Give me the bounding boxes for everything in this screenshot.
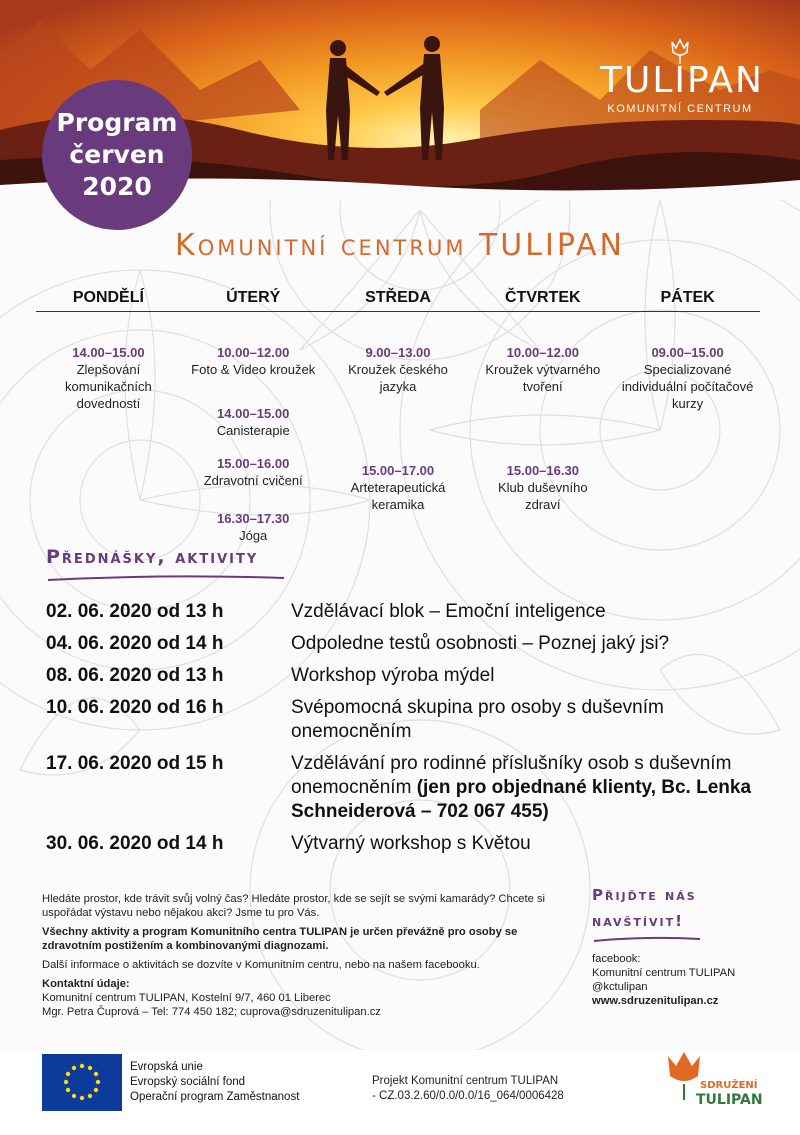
project-line-2: - CZ.03.2.60/0.0/0.0/16_064/0006428 [372, 1090, 564, 1102]
sdruzeni-label: SDRUŽENÍ [700, 1080, 758, 1091]
contact-title: Kontaktní údaje: [42, 978, 130, 990]
lecture-date: 04. 06. 2020 od 14 h [46, 633, 224, 654]
activity-item [326, 462, 471, 513]
lecture-date: 02. 06. 2020 od 13 h [46, 601, 224, 622]
footer [0, 1050, 800, 1135]
eu-line-1: Evropská unie [130, 1061, 203, 1073]
activity-item [181, 344, 326, 378]
visit-us-block [592, 882, 762, 1008]
visit-title-line-1: Přijďte nás [592, 886, 697, 904]
activity-name: Jóga [239, 528, 268, 543]
column-thursday [470, 312, 615, 542]
social-info [592, 952, 762, 1008]
logo-subtitle: KOMUNITNÍ CENTRUM [607, 103, 753, 115]
lecture-row [46, 632, 766, 656]
lecture-row [46, 696, 766, 744]
lecture-date: 08. 06. 2020 od 13 h [46, 665, 224, 686]
lecture-date: 17. 06. 2020 od 15 h [46, 753, 224, 774]
heading-underline [46, 574, 286, 584]
lecture-date: 10. 06. 2020 od 16 h [46, 697, 224, 718]
eu-line-2: Evropský sociální fond [130, 1076, 246, 1088]
lecture-text: Svépomocná skupina pro osoby s duševním onemocněním [291, 697, 664, 742]
badge-line-1: Program [56, 108, 178, 137]
facebook-label: facebook: [592, 953, 641, 965]
project-info [372, 1074, 564, 1104]
badge-line-2: červen [69, 140, 165, 169]
activity-name: Kroužek výtvarného tvoření [485, 362, 601, 394]
activity-time: 16.30–17.30 [217, 511, 290, 526]
lectures-list [46, 600, 766, 864]
activity-name: Zdravotní cvičení [203, 473, 303, 488]
day-wednesday: STŘEDA [365, 289, 431, 306]
lecture-date: 30. 06. 2020 od 14 h [46, 833, 224, 854]
tulipan-logo [600, 38, 764, 115]
activity-item [36, 344, 181, 412]
page-title: Komunitní centrum TULIPAN [175, 228, 625, 263]
activity-time: 10.00–12.00 [506, 345, 579, 360]
activity-item [181, 405, 326, 439]
activity-item [181, 510, 326, 544]
lecture-row [46, 600, 766, 624]
info-paragraph-1: Hledáte prostor, kde trávit svůj volný čas? Hledáte prostor, kde se sejít se svými kamarády? Chcete si uspořádat výstavu nebo nějakou akci? Jsme tu pro Vás. [42, 893, 546, 919]
day-headers [36, 289, 760, 312]
lectures-heading: Přednášky, aktivity [46, 546, 259, 568]
lecture-text: Vzdělávání pro rodinné příslušníky osob s duševním onemocněním [291, 753, 732, 798]
activity-item [470, 462, 615, 513]
activity-name: Canisterapie [216, 423, 290, 438]
activity-name: Specializované individuální počítačové kurzy [621, 362, 754, 411]
activity-item [470, 344, 615, 395]
activity-item [181, 455, 326, 489]
activity-name: Foto & Video kroužek [191, 362, 316, 377]
activity-name: Kroužek českého jazyka [348, 362, 448, 394]
lecture-text: Vzdělávací blok – Emoční inteligence [291, 601, 606, 622]
contact-person: Mgr. Petra Čuprová – Tel: 774 450 182; cuprova@sdruzenitulipan.cz [42, 1006, 381, 1018]
activity-time: 15.00–17.00 [361, 463, 435, 478]
lecture-text: Workshop výroba mýdel [291, 665, 495, 686]
visit-title-line-2: navštívit! [592, 912, 684, 930]
activity-time: 9.00–13.00 [365, 345, 431, 360]
project-line-1: Projekt Komunitní centrum TULIPAN [372, 1075, 559, 1087]
column-friday [615, 312, 760, 542]
lecture-row [46, 832, 766, 856]
day-tuesday: ÚTERÝ [226, 289, 281, 306]
weekly-schedule [36, 289, 760, 542]
lecture-row [46, 752, 766, 824]
website-link[interactable]: www.sdruzenitulipan.cz [592, 995, 719, 1007]
visit-underline [592, 936, 702, 944]
activity-time: 15.00–16.30 [506, 463, 579, 478]
facebook-name[interactable]: Komunitní centrum TULIPAN [592, 967, 736, 979]
lecture-text-wrap [291, 752, 766, 824]
info-paragraph-2: Všechny aktivity a program Komunitního centra TULIPAN je určen převážně pro osoby se zdravotním postižením a kombinovanými diagnozami. [42, 926, 518, 952]
activity-name: Zlepšování komunikačních dovedností [65, 362, 152, 411]
activity-item [615, 344, 760, 412]
lecture-row [46, 664, 766, 688]
activity-item [326, 344, 471, 395]
activity-name: Klub duševního zdraví [497, 480, 588, 512]
eu-stars-icon [42, 1054, 122, 1111]
lecture-text: Odpoledne testů osobnosti – Poznej jaký jsi? [291, 633, 670, 654]
activity-time: 14.00–15.00 [72, 345, 145, 360]
activity-time: 14.00–15.00 [217, 406, 290, 421]
sdruzeni-name: TULIPAN [696, 1092, 763, 1108]
facebook-handle[interactable]: @kctulipan [592, 981, 648, 993]
lecture-text: Výtvarný workshop s Květou [291, 833, 531, 854]
activity-time: 15.00–16.00 [217, 456, 290, 471]
eu-text [130, 1060, 299, 1105]
column-monday [36, 312, 181, 542]
logo-name: TULIPAN [600, 60, 764, 101]
lecture-note: (jen pro objednané klienty, Bc. Lenka Schneiderová – 702 067 455) [291, 777, 752, 822]
column-wednesday [326, 312, 471, 542]
program-badge [42, 80, 192, 230]
info-block [42, 892, 562, 1019]
column-tuesday [181, 312, 326, 542]
contact-address: Komunitní centrum TULIPAN, Kostelní 9/7, 460 01 Liberec [42, 992, 331, 1004]
activity-time: 10.00–12.00 [217, 345, 290, 360]
badge-line-3: 2020 [82, 172, 152, 201]
eu-line-3: Operační program Zaměstnanost [130, 1091, 300, 1103]
day-friday: PÁTEK [660, 289, 715, 306]
activity-name: Arteterapeutická keramika [350, 480, 446, 512]
day-monday: PONDĚLÍ [72, 289, 144, 306]
eu-flag-icon [42, 1054, 122, 1111]
day-thursday: ČTVRTEK [505, 289, 581, 306]
info-paragraph-3: Další informace o aktivitách se dozvíte v Komunitním centru, nebo na našem facebooku. [42, 959, 480, 971]
activity-time: 09.00–15.00 [651, 345, 724, 360]
